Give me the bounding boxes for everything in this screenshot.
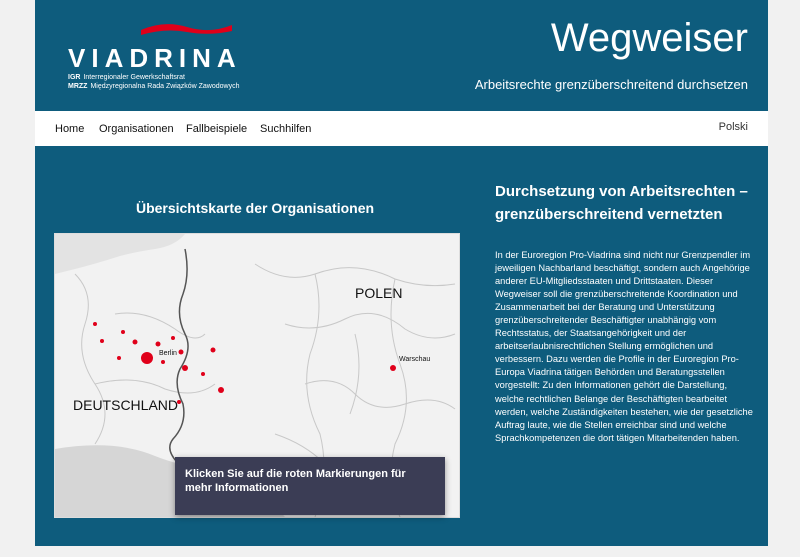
nav-item-suchhilfen[interactable]: Suchhilfen [260,123,312,135]
logo-line-igr [68,74,185,81]
logo-swoosh [139,18,234,38]
map-label-poland: POLEN [355,285,403,301]
map-label-germany: DEUTSCHLAND [73,397,179,413]
main-nav [35,111,768,146]
site-tagline: Arbeitsrechte grenzüberschreitend durchsetzen [474,77,748,92]
map-marker[interactable] [218,387,224,393]
nav-item-organisationen[interactable]: Organisationen [99,123,174,135]
logo-abbr-igr: IGR [68,74,81,81]
logo-text-mrzz: Międzyregionalna Rada Związków Zawodowych [90,83,240,90]
nav-item-home[interactable]: Home [55,123,85,135]
map-marker[interactable] [161,360,165,364]
map-marker[interactable] [211,348,216,353]
org-markers[interactable] [93,322,396,404]
main-content [35,146,768,546]
sea-area [55,234,185,274]
map-marker[interactable] [171,336,175,340]
map-label-warschau: Warschau [399,356,431,363]
map-marker-warschau[interactable] [390,365,396,371]
map-label-berlin: Berlin [159,350,177,357]
site-title: Wegweiser [550,16,748,60]
article-heading: Durchsetzung von Arbeitsrechten – grenzüberschreitend vernetzten [495,183,748,223]
nav-item-fallbeispiele[interactable]: Fallbeispiele [186,123,248,135]
map-marker[interactable] [141,352,153,364]
map-hint-box: Klicken Sie auf die roten Markierungen für mehr Informationen [175,457,445,515]
map-marker[interactable] [100,339,104,343]
site-header [35,0,768,111]
map-marker[interactable] [117,356,121,360]
map-marker[interactable] [93,322,97,326]
logo-text-igr: Interregionaler Gewerkschaftsrat [83,74,185,81]
logo-line-mrzz [68,83,239,90]
map-title: Übersichtskarte der Organisationen [135,200,375,216]
map-marker[interactable] [182,365,188,371]
map-marker[interactable] [121,330,125,334]
language-switch-polski[interactable]: Polski [718,121,748,133]
map-marker[interactable] [156,342,161,347]
article-body: In der Euroregion Pro-Viadrina sind nicht nur Grenzpendler im jeweiligen Nachbarland beschäftigt, sondern auch Angehörige anderer EU-Mitgliedsstaaten und Drittstaaten. Dieser Wegweiser soll die grenzüberschreitende Koordination und Zusammenarbeit bei der Beratung und Unterstützung grenzüberschreitender Beschäftigter unabhängig vom Rechtsstatus, der Staatsangehörigkeit und der arbeitserlaubnisrechtlichen Stellung ermöglichen und verbessern. Dazu werden die Profile in der Euroregion Pro-Europa Viadrina tätigen Behörden und Beratungsstellen vorgestellt: Zu den Informationen gehört die Darstellung, welche rechtlichen Belange der Beschäftigten bearbeitet werden, welche Zuständigkeiten bestehen, wie der gesetzliche Auftrag laute, wie die Stellen erreichbar sind und welche Sprachkompetenzen die dort tätigen Mitarbeitenden haben. [495,250,753,443]
map-marker[interactable] [133,340,138,345]
logo-abbr-mrzz: MRZZ [68,83,88,90]
map-marker[interactable] [179,350,184,355]
map-marker[interactable] [201,372,205,376]
logo-wordmark: VIADRINA [68,43,242,73]
